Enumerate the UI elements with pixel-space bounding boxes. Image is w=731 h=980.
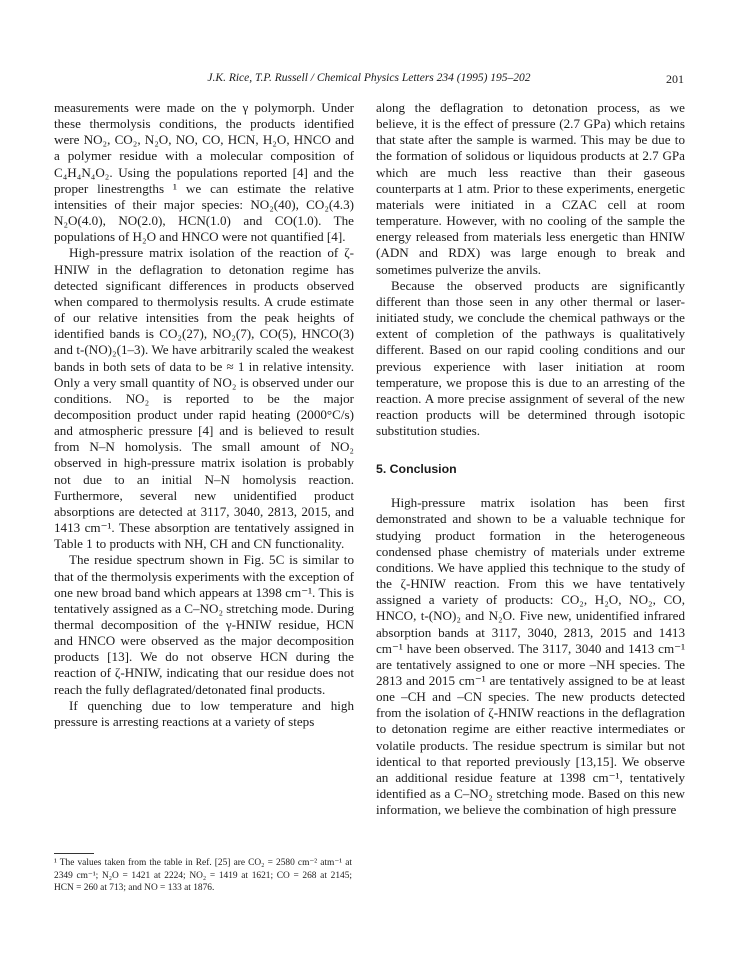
right-column: [376, 100, 685, 818]
page-header: [54, 72, 684, 88]
right-paragraph-2: Because the observed products are significantly different than those seen in any other thermal or laser-initiated study, we conclude the chemical pathways or the extent of completion of the pathways is qualitatively different. Based on our rapid cooling conditions and our previous experience with laser initiation at room temperature, we propose this is due to an arresting of the reaction. A more precise assignment of several of the new reaction products will be determined through isotopic substitution studies.: [376, 277, 685, 439]
left-paragraph-1: measurements were made on the γ polymorph. Under these thermolysis conditions, the products identified were NO₂, CO₂, N₂O, NO, CO, HCN, H₂O, HNCO and a polymer residue with a molecular composition of C₄H₄N₄O₂. Using the populations reported [4] and the proper linestrengths ¹ we can estimate the relative intensities of their major species: NO₂(40), CO₂(4.3) N₂O(4.0), NO(2.0), HCN(1.0) and CO(1.0). The populations of H₂O and HNCO were not quantified [4].: [54, 100, 354, 245]
section-heading-conclusion: 5. Conclusion: [376, 462, 457, 477]
right-paragraph-3: High-pressure matrix isolation has been first demonstrated and shown to be a valuable technique for studying product formation in the heterogeneous condensed phase chemistry of materials under extreme conditions. We have applied this technique to the study of the ζ-HNIW reaction. From this we have tentatively assigned a variety of products: CO₂, H₂O, NO₂, CO, HNCO, t-(NO)₂ and N₂O. Five new, unidentified infrared absorption bands at 3117, 3040, 2813, 2015 and 1413 cm⁻¹ have been observed. The 3117, 3040 and 1413 cm⁻¹ are tentatively assigned to one or more –NH species. The 2813 and 2015 cm⁻¹ are tentatively assigned to be at least one –CH and –CN species. The new products detected from the isolation of ζ-HNIW reactions in the deflagration to detonation regime are either reactive intermediates or volatile products. The residue spectrum is similar but not identical to that reported previously [13,15]. We observe an additional residue feature at 1398 cm⁻¹, tentatively identified as a C–NO₂ stretching mode. Based on this new information, we believe the combination of high pressure: [376, 495, 685, 818]
footnote: ¹ The values taken from the table in Ref. [25] are CO₂ = 2580 cm⁻² atm⁻¹ at 2349 cm⁻¹; N₂O = 1421 at 2224; NO₂ = 1419 at 1621; CO = 268 at 2145; HCN = 260 at 713; and NO = 133 at 1876.: [54, 858, 352, 894]
footnote-rule: [54, 853, 94, 854]
left-paragraph-4: If quenching due to low temperature and high pressure is arresting reactions at a variety of steps: [54, 697, 354, 729]
page-number: 201: [666, 72, 684, 86]
left-column: [54, 100, 354, 730]
left-paragraph-3: The residue spectrum shown in Fig. 5C is similar to that of the thermolysis experiments with the exception of one new broad band which appears at 1398 cm⁻¹. This is tentatively assigned as a C–NO₂ stretching mode. During thermal decomposition of the γ-HNIW residue, HCN and HNCO were observed as the major decomposition products [13]. We do not observe HCN during the reaction of ζ-HNIW, indicating that our residue does not reach the fully deflagrated/detonated final products.: [54, 552, 354, 697]
running-title: J.K. Rice, T.P. Russell / Chemical Physics Letters 234 (1995) 195–202: [207, 72, 531, 84]
left-paragraph-2: High-pressure matrix isolation of the reaction of ζ-HNIW in the deflagration to detonation regime has detected significant differences in products observed when compared to thermolysis results. A crude estimate of our relative intensities from the peak heights of identified bands is CO₂(27), NO₂(7), CO(5), HNCO(3) and t-(NO)₂(1–3). We have arbitrarily scaled the weakest bands in both sets of data to be ≈ 1 in relative intensity. Only a very small quantity of NO₂ is observed under our conditions. NO₂ is reported to be the major decomposition product under rapid heating (2000°C/s) and atmospheric pressure [4] and is believed to result from N–N homolysis. The small amount of NO₂ observed in high-pressure matrix isolation is probably not due to an initial N–N homolysis reaction. Furthermore, several new unidentified product absorptions are detected at 3117, 3040, 2813, 2015, and 1413 cm⁻¹. These absorption are tentatively assigned in Table 1 to products with NH, CH and CN functionality.: [54, 245, 354, 552]
right-paragraph-1: along the deflagration to detonation process, as we believe, it is the effect of pressure (2.7 GPa) which retains that state after the sample is warmed. This may be due to the formation of solidous or liquidous products at 2.7 GPa which are much less reactive than their gaseous counterparts at 1 atm. Prior to these experiments, energetic materials were initiated in a CZAC cell at room temperature. However, with no cooling of the sample the energy released from materials less energetic than HNIW (ADN and RDX) was large enough to break and sometimes pulverize the anvils.: [376, 100, 685, 277]
